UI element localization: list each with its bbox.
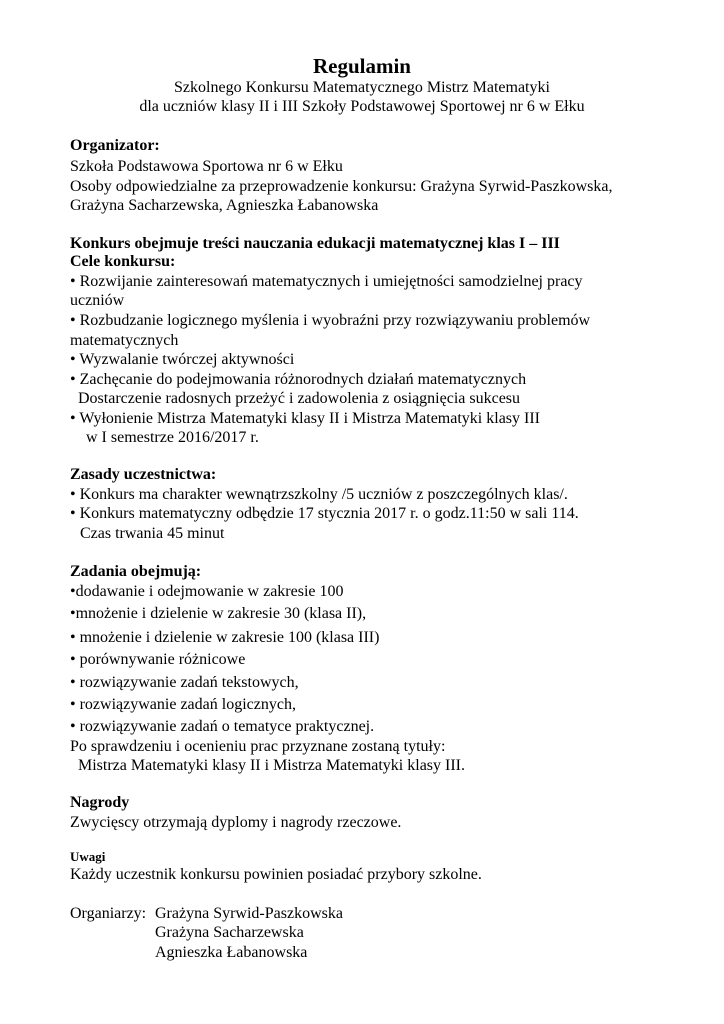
organizer-name: Agnieszka Łabanowska	[155, 944, 308, 961]
task-item: • mnożenie i dzielenie w zakresie 100 (klasa III)	[70, 629, 380, 646]
organizer-name: Grażyna Syrwid-Paszkowska	[155, 905, 343, 922]
organizer-responsible-line-1: Osoby odpowiedzialne za przeprowadzenie konkursu: Grażyna Syrwid-Paszkowska,	[70, 178, 613, 195]
organizer-heading: Organizator:	[70, 137, 160, 154]
rule-line: • Konkurs matematyczny odbędzie 17 stycznia 2017 r. o godz.11:50 w sali 114.	[70, 505, 579, 522]
titles-line: Po sprawdzeniu i ocenieniu prac przyznane zostaną tytuły:	[70, 738, 446, 755]
goal-line: • Rozbudzanie logicznego myślenia i wyobraźni przy rozwiązywaniu problemów	[70, 312, 591, 329]
goal-line: • Rozwijanie zainteresowań matematycznych i umiejętności samodzielnej pracy	[70, 273, 583, 290]
page-subtitle-1: Szkolnego Konkursu Matematycznego Mistrz Matematyki	[174, 79, 550, 96]
goal-line: matematycznych	[70, 332, 179, 349]
organizer-name: Grażyna Sacharzewska	[155, 924, 304, 941]
goal-line: uczniów	[70, 292, 125, 309]
goal-line: w I semestrze 2016/2017 r.	[86, 429, 259, 446]
rule-line: Czas trwania 45 minut	[80, 525, 225, 542]
scope-heading: Konkurs obejmuje treści nauczania edukacji matematycznej klas I – III	[70, 235, 560, 252]
notes-text: Każdy uczestnik konkursu powinien posiadać przybory szkolne.	[70, 866, 482, 883]
task-item: • rozwiązywanie zadań o tematyce praktycznej.	[70, 718, 375, 735]
goal-line: Dostarczenie radosnych przeżyć i zadowolenia z osiągnięcia sukcesu	[78, 390, 521, 407]
goal-line: • Wyłonienie Mistrza Matematyki klasy II i Mistrza Matematyki klasy III	[70, 410, 540, 427]
task-item: • rozwiązywanie zadań tekstowych,	[70, 674, 299, 691]
notes-heading: Uwagi	[70, 849, 106, 864]
tasks-heading: Zadania obejmują:	[70, 563, 202, 580]
organizers-label: Organiarzy:	[70, 905, 147, 922]
goal-line: • Wyzwalanie twórczej aktywności	[70, 351, 295, 368]
organizer-school: Szkoła Podstawowa Sportowa nr 6 w Ełku	[70, 158, 343, 175]
task-item: •dodawanie i odejmowanie w zakresie 100	[70, 583, 344, 600]
titles-names: Mistrza Matematyki klasy II i Mistrza Matematyki klasy III.	[78, 757, 466, 774]
page-subtitle-2: dla uczniów klasy II i III Szkoły Podstawowej Sportowej nr 6 w Ełku	[139, 98, 585, 115]
rules-heading: Zasady uczestnictwa:	[70, 466, 217, 483]
organizer-responsible-line-2: Grażyna Sacharzewska, Agnieszka Łabanowska	[70, 197, 379, 214]
task-item: •mnożenie i dzielenie w zakresie 30 (klasa II),	[70, 605, 367, 622]
task-item: • rozwiązywanie zadań logicznych,	[70, 696, 296, 713]
goal-line: • Zachęcanie do podejmowania różnorodnych działań matematycznych	[70, 371, 527, 388]
page-title: Regulamin	[312, 54, 411, 78]
goals-heading: Cele konkursu:	[70, 253, 176, 270]
task-item: • porównywanie różnicowe	[70, 651, 246, 668]
prizes-heading: Nagrody	[70, 794, 130, 811]
prizes-text: Zwycięscy otrzymają dyplomy i nagrody rzeczowe.	[70, 814, 402, 831]
rule-line: • Konkurs ma charakter wewnątrzszkolny /5 uczniów z poszczególnych klas/.	[70, 486, 568, 503]
